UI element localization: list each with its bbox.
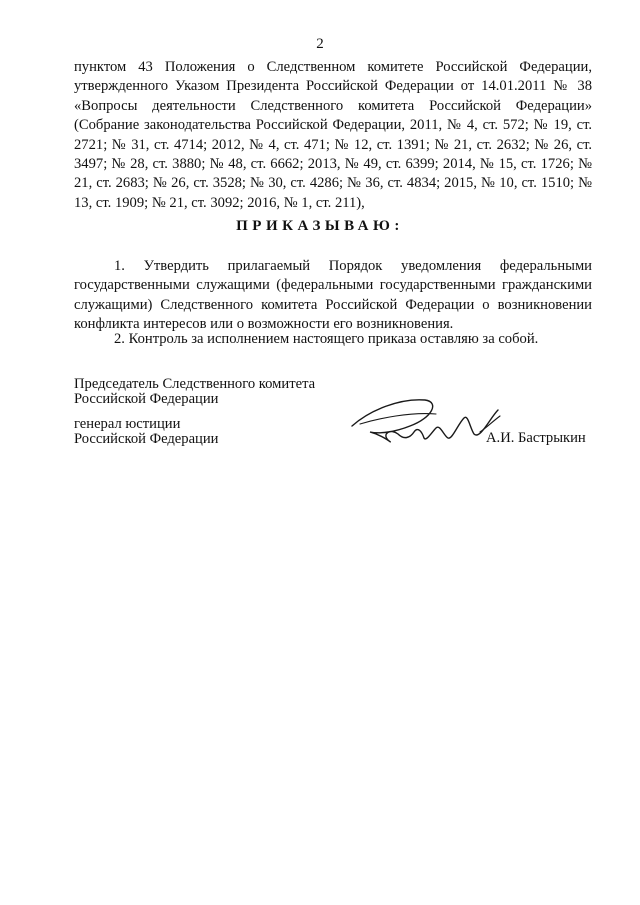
order-item-2: 2. Контроль за исполнением настоящего приказа оставляю за собой. [114, 331, 539, 347]
signer-name: А.И. Бастрыкин [486, 430, 586, 446]
order-item-1: 1. Утвердить прилагаемый Порядок уведомления федеральными государственными служащими (федеральными государственными гражданскими служащими) Следственного комитета Российской Федерации о возникновении конфликта интересов или о возможности его возникновения. [74, 258, 592, 333]
signer-rank-line-2: Российской Федерации [74, 430, 219, 447]
signer-rank [74, 417, 354, 446]
signer-position [74, 377, 354, 406]
order-heading: ПРИКАЗЫВАЮ: [236, 218, 404, 234]
preamble-paragraph: пунктом 43 Положения о Следственном комитете Российской Федерации, утвержденного Указом Президента Российской Федерации от 14.01.2011 № 38 «Вопросы деятельности Следственного комитета Российской Федерации» (Собрание законодательства Российской Федерации, 2011, № 4, ст. 572; № 19, ст. 2721; № 31, ст. 4714; 2012, № 4, ст. 471; № 12, ст. 1391; № 21, ст. 2632; № 26, ст. 3497; № 28, ст. 3880; № 48, ст. 6662; 2013, № 49, ст. 6399; 2014, № 15, ст. 1726; № 21, ст. 2683; № 26, ст. 3528; № 30, ст. 4286; № 36, ст. 4834; 2015, № 10, ст. 1510; № 13, ст. 1909; № 21, ст. 3092; 2016, № 1, ст. 211), [74, 59, 592, 211]
handwritten-signature [340, 388, 510, 458]
page-number: 2 [316, 36, 324, 52]
signer-rank-line-1: генерал юстиции [74, 416, 181, 432]
signer-position-line-1: Председатель Следственного комитета [74, 376, 316, 392]
signer-position-line-2: Российской Федерации [74, 390, 219, 407]
